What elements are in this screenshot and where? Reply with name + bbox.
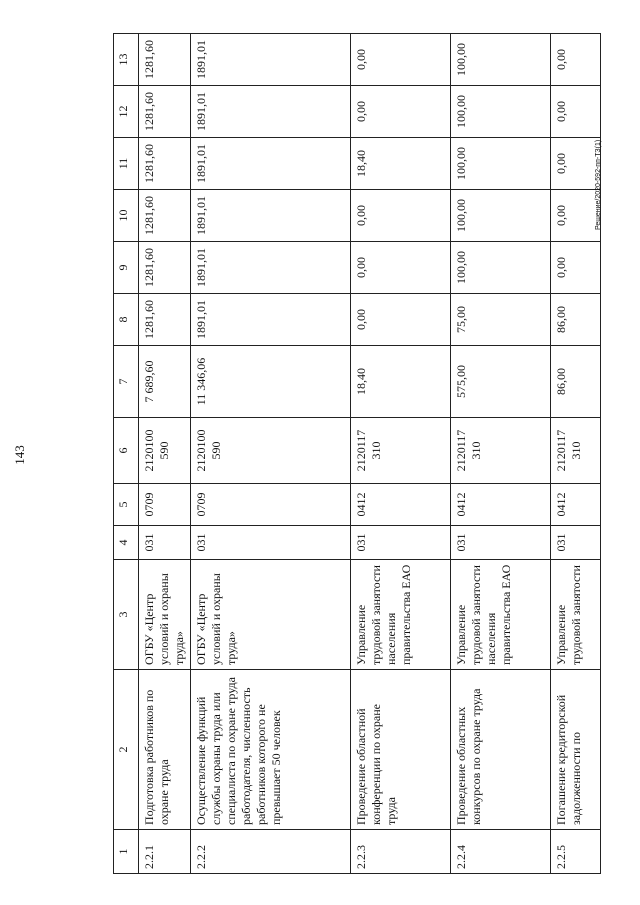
table-cell: Погашение кредиторской задолженности по [551,670,601,830]
page-number: 143 [11,445,27,465]
footer-wrap [595,139,640,237]
table-cell: 100,00 [451,86,551,138]
col-header: 5 [114,484,139,526]
table-cell: 0412 [351,484,451,526]
table-cell: 7 689,60 [139,346,191,418]
table-cell: 0,00 [351,294,451,346]
table-cell: 2.2.3 [351,830,451,874]
table-cell: 1281,60 [139,190,191,242]
table-cell: 0,00 [351,190,451,242]
budget-table [113,33,601,874]
table-cell: 1891,01 [191,190,351,242]
table-cell: 0,00 [351,242,451,294]
table-row [351,34,451,874]
table-cell: 0,00 [551,242,601,294]
table-cell: 2.2.1 [139,830,191,874]
table-cell: 031 [551,526,601,560]
table-cell: 100,00 [451,190,551,242]
table-cell: Проведение областных конкурсов по охране труда [451,670,551,830]
col-header: 2 [114,670,139,830]
table-cell: 2120117 310 [451,418,551,484]
table-cell: 1891,01 [191,138,351,190]
col-header: 11 [114,138,139,190]
table-cell: 2120117 310 [551,418,601,484]
table-row [551,34,601,874]
table-cell: 1281,60 [139,294,191,346]
table-cell: 2120117 310 [351,418,451,484]
table-cell: 18,40 [351,346,451,418]
table-cell: 0412 [551,484,601,526]
table-row [139,34,191,874]
table-cell: 0,00 [351,34,451,86]
table-cell: 1281,60 [139,242,191,294]
table-cell: 1281,60 [139,138,191,190]
col-header: 10 [114,190,139,242]
table-cell: 100,00 [451,34,551,86]
table-cell: ОГБУ «Центр условий и охраны труда» [139,560,191,670]
table-cell: 100,00 [451,138,551,190]
table-cell: 0709 [191,484,351,526]
table-row [451,34,551,874]
table-cell: 0,00 [351,86,451,138]
rotated-table-container [113,36,587,874]
table-row [191,34,351,874]
table-cell: 1891,01 [191,294,351,346]
table-cell: 1891,01 [191,242,351,294]
table-cell: 86,00 [551,346,601,418]
col-header: 13 [114,34,139,86]
table-cell: Управление трудовой занятости населения правительства ЕАО [351,560,451,670]
table-cell: 1891,01 [191,86,351,138]
table-cell: 575,00 [451,346,551,418]
col-header: 6 [114,418,139,484]
table-cell: 75,00 [451,294,551,346]
table-cell: 2.2.4 [451,830,551,874]
table-cell: 2.2.2 [191,830,351,874]
header-row [114,34,139,874]
table-cell: 1891,01 [191,34,351,86]
table-cell: 2120100 590 [139,418,191,484]
table-cell: Подготовка работников по охране труда [139,670,191,830]
col-header: 7 [114,346,139,418]
table-cell: 0,00 [551,190,601,242]
table-cell: 2.2.5 [551,830,601,874]
table-cell: 1281,60 [139,34,191,86]
table-cell: 86,00 [551,294,601,346]
table-cell: Проведение областной конференции по охране труда [351,670,451,830]
table-cell: 0,00 [551,34,601,86]
table-cell: Управление трудовой занятости населения правительства ЕАО [451,560,551,670]
table-cell: 1281,60 [139,86,191,138]
table-cell: Управление трудовой занятости [551,560,601,670]
table-cell: Осуществление функций службы охраны труда или специалиста по охране труда работодателя, численность работников которого не превышает 50 человек [191,670,351,830]
col-header: 3 [114,560,139,670]
table-cell: 11 346,06 [191,346,351,418]
col-header: 8 [114,294,139,346]
table-cell: 18,40 [351,138,451,190]
table-cell: 031 [139,526,191,560]
col-header: 1 [114,830,139,874]
col-header: 4 [114,526,139,560]
table-cell: 2120100 590 [191,418,351,484]
col-header: 9 [114,242,139,294]
table-cell: 0709 [139,484,191,526]
table-cell: 031 [451,526,551,560]
table-cell: 100,00 [451,242,551,294]
table-cell: 031 [351,526,451,560]
document-footer: Решение/2020-592-пп-ТЗ(1) [595,139,602,230]
table-cell: 031 [191,526,351,560]
table-cell: 0,00 [551,138,601,190]
col-header: 12 [114,86,139,138]
table-cell: 0412 [451,484,551,526]
table-cell: 0,00 [551,86,601,138]
table-cell: ОГБУ «Центр условий и охраны труда» [191,560,351,670]
